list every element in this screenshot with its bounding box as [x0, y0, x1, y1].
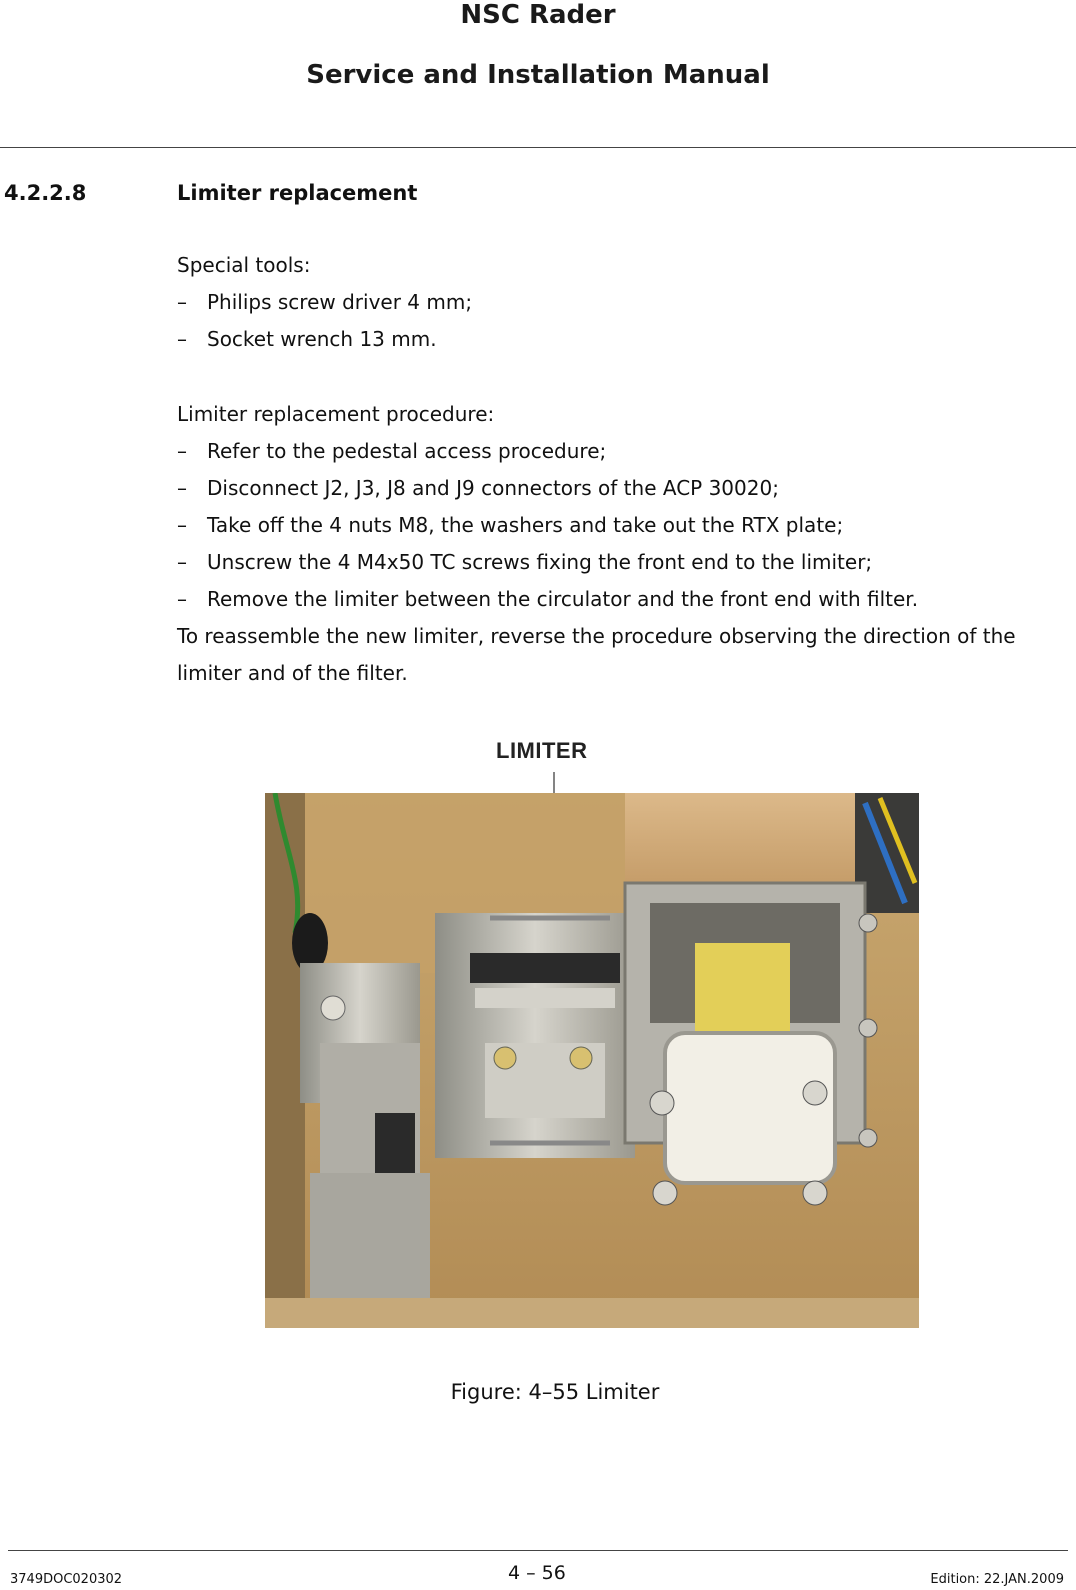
procedure-step: – Unscrew the 4 M4x50 TC screws fixing the front end to the limiter;: [177, 550, 873, 574]
tools-heading: Special tools:: [177, 253, 311, 277]
procedure-closing: To reassemble the new limiter, reverse the procedure observing the direction of the limiter and of the filter.: [177, 624, 1016, 685]
tool-item: – Philips screw driver 4 mm;: [177, 290, 473, 314]
figure-callout-label: LIMITER: [496, 738, 588, 763]
procedure-heading: Limiter replacement procedure:: [177, 402, 495, 426]
procedure-step: – Take off the 4 nuts M8, the washers and take out the RTX plate;: [177, 513, 844, 537]
header-rule: [0, 147, 1076, 148]
figure-caption: Figure: 4–55 Limiter: [450, 1380, 660, 1404]
section-number: 4.2.2.8: [4, 181, 87, 205]
replacement-procedure: [177, 396, 1057, 692]
procedure-step: – Disconnect J2, J3, J8 and J9 connectors of the ACP 30020;: [177, 476, 779, 500]
header-subtitle: Service and Installation Manual: [306, 60, 770, 90]
limiter-photo-illustration: [265, 793, 919, 1328]
tool-item: – Socket wrench 13 mm.: [177, 327, 437, 351]
footer-edition: Edition: 22.JAN.2009: [930, 1572, 1064, 1587]
limiter-photo: [265, 793, 919, 1328]
footer-rule: [8, 1550, 1068, 1551]
header-title: NSC Rader: [460, 0, 616, 30]
section-title: Limiter replacement: [177, 181, 418, 205]
procedure-step: – Refer to the pedestal access procedure;: [177, 439, 607, 463]
procedure-step: – Remove the limiter between the circulator and the front end with filter.: [177, 587, 919, 611]
footer-doc-id: 3749DOC020302: [10, 1572, 123, 1587]
special-tools: [177, 247, 1057, 358]
footer-page-number: 4 – 56: [508, 1562, 566, 1584]
